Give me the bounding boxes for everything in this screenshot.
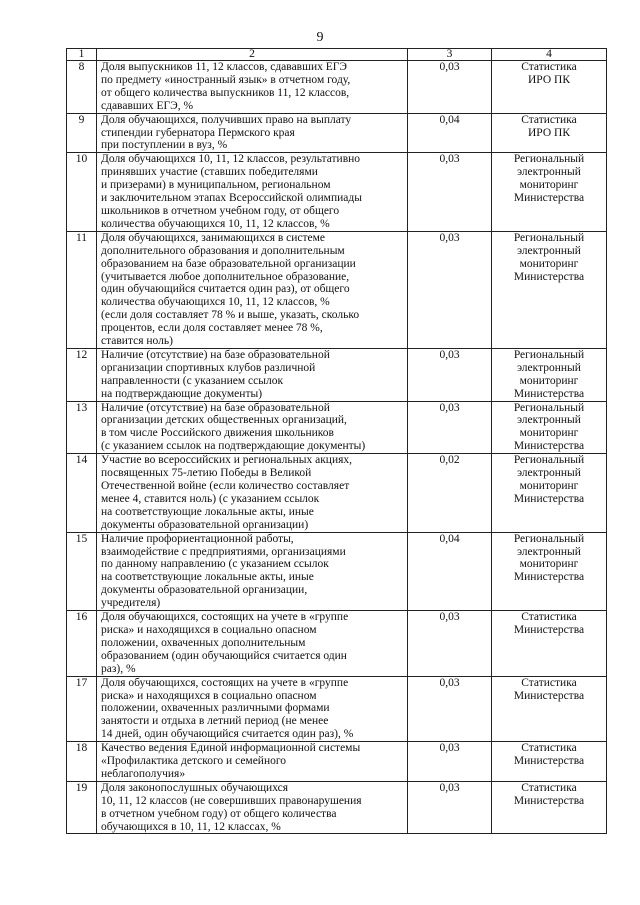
source-text-line: мониторинг bbox=[519, 257, 579, 270]
header-cell-number: 1 bbox=[67, 49, 97, 61]
source-text-line: Министерства bbox=[513, 440, 585, 453]
weight-cell: 0,03 bbox=[408, 348, 492, 401]
source-cell bbox=[492, 113, 607, 153]
indicator-text-line: по предмету «иностранный язык» в отчетном году, bbox=[101, 73, 351, 86]
source-cell bbox=[492, 532, 607, 610]
indicator-text-line: организации детских общественных организаций, bbox=[101, 414, 347, 427]
indicator-text-line: количества обучающихся 10, 11, 12 классов, % bbox=[101, 296, 330, 309]
indicator-text-line: в том числе Российского движения школьников bbox=[101, 427, 334, 440]
indicator-text-line: обучающихся в 10, 11, 12 классах, % bbox=[101, 820, 281, 833]
indicator-text-line: Наличие профориентационной работы, bbox=[101, 532, 294, 545]
source-text-line: Министерства bbox=[513, 387, 585, 400]
source-cell bbox=[492, 742, 607, 782]
table-row bbox=[67, 532, 607, 610]
indicator-text-line: при поступлении в вуз, % bbox=[101, 139, 228, 152]
indicator-cell bbox=[97, 348, 408, 401]
source-text-line: Региональный bbox=[513, 231, 585, 244]
weight-cell: 0,03 bbox=[408, 401, 492, 454]
indicator-text-line: сдававших ЕГЭ, % bbox=[101, 99, 194, 112]
indicator-text-line: образованием (один обучающийся считается один bbox=[101, 649, 347, 662]
source-text-line: электронный bbox=[517, 166, 581, 179]
source-text-line: Статистика bbox=[521, 113, 577, 126]
source-text-line: электронный bbox=[517, 545, 581, 558]
source-cell bbox=[492, 611, 607, 677]
source-cell bbox=[492, 231, 607, 348]
row-number-cell: 19 bbox=[67, 781, 97, 834]
source-text-line: Статистика bbox=[521, 611, 577, 624]
indicator-text-line: положении, охваченных различными формами bbox=[101, 702, 330, 715]
indicator-text-line: и заключительном этапах Всероссийской олимпиады bbox=[101, 192, 362, 205]
indicator-text-line: документы образовательной организации, bbox=[101, 584, 308, 597]
source-text-line: Министерства bbox=[513, 492, 585, 505]
indicator-text-line: Отечественной войне (если количество составляет bbox=[101, 480, 350, 492]
indicator-text-line: «Профилактика детского и семейного bbox=[101, 755, 287, 768]
indicator-text-line: по данному направлению (с указанием ссылок bbox=[101, 558, 329, 571]
indicator-cell bbox=[97, 676, 408, 742]
indicator-text-line: принявших участие (ставших победителями bbox=[101, 166, 318, 179]
table-row bbox=[67, 676, 607, 742]
indicator-text-line: риска» и находящихся в социально опасном bbox=[101, 623, 317, 636]
indicator-text-line: Наличие (отсутствие) на базе образовательной bbox=[101, 401, 330, 414]
source-text-line: мониторинг bbox=[519, 374, 579, 387]
indicator-text-line: Доля обучающихся 10, 11, 12 классов, результативно bbox=[101, 153, 361, 166]
indicator-cell bbox=[97, 611, 408, 677]
indicator-text-line: школьников в отчетном учебном году, от общего bbox=[101, 204, 340, 217]
table-row bbox=[67, 231, 607, 348]
indicator-text-line: Доля выпускников 11, 12 классов, сдававших ЕГЭ bbox=[101, 61, 348, 73]
source-text-line: Министерства bbox=[513, 192, 585, 205]
source-cell bbox=[492, 781, 607, 834]
table-row bbox=[67, 153, 607, 231]
indicator-text-line: в отчетном учебном году) от общего количества bbox=[101, 807, 337, 820]
source-text-line: Статистика bbox=[521, 676, 577, 689]
indicator-cell bbox=[97, 231, 408, 348]
weight-cell: 0,04 bbox=[408, 113, 492, 153]
indicator-text-line: менее 4, ставится ноль) (с указанием ссылок bbox=[101, 492, 320, 505]
indicator-text-line: неблагополучия» bbox=[101, 767, 186, 780]
indicator-text-line: (учитывается любое дополнительное образование, bbox=[101, 270, 350, 283]
source-text-line: Региональный bbox=[513, 454, 585, 467]
source-text-line: Региональный bbox=[513, 153, 585, 166]
indicator-text-line: Доля обучающихся, состоящих на учете в «группе bbox=[101, 611, 349, 624]
indicator-text-line: учредителя) bbox=[101, 597, 161, 610]
indicator-text-line: один обучающийся считается один раз), от общего bbox=[101, 283, 350, 296]
table-row bbox=[67, 401, 607, 454]
weight-cell: 0,03 bbox=[408, 781, 492, 834]
indicator-text-line: на подтверждающие документы) bbox=[101, 387, 263, 400]
indicator-text-line: Доля законопослушных обучающихся bbox=[101, 781, 289, 794]
indicator-cell bbox=[97, 61, 408, 114]
source-text-line: мониторинг bbox=[519, 480, 579, 492]
indicator-text-line: взаимодействие с предприятиями, организациями bbox=[101, 545, 346, 558]
weight-cell: 0,03 bbox=[408, 61, 492, 114]
source-cell bbox=[492, 454, 607, 532]
indicator-text-line: 14 дней, один обучающийся считается один раз), % bbox=[101, 728, 354, 741]
header-cell-indicator: 2 bbox=[97, 49, 408, 61]
row-number-cell: 10 bbox=[67, 153, 97, 231]
indicator-text-line: и призерами) в муниципальном, региональном bbox=[101, 179, 331, 192]
row-number-cell: 17 bbox=[67, 676, 97, 742]
source-text-line: Министерства bbox=[513, 794, 585, 807]
source-text-line: Статистика bbox=[521, 742, 577, 755]
weight-cell: 0,03 bbox=[408, 742, 492, 782]
indicator-text-line: Наличие (отсутствие) на базе образовательной bbox=[101, 348, 330, 361]
indicator-cell bbox=[97, 454, 408, 532]
indicator-cell bbox=[97, 401, 408, 454]
header-cell-source: 4 bbox=[492, 49, 607, 61]
indicator-text-line: (с указанием ссылок на подтверждающие документы) bbox=[101, 440, 366, 453]
indicator-text-line: направленности (с указанием ссылок bbox=[101, 374, 284, 387]
indicator-text-line: дополнительного образования и дополнительным bbox=[101, 244, 345, 257]
source-text-line: мониторинг bbox=[519, 427, 579, 440]
table-row bbox=[67, 781, 607, 834]
table-row bbox=[67, 742, 607, 782]
source-text-line: Министерства bbox=[513, 689, 585, 702]
source-text-line: мониторинг bbox=[519, 179, 579, 192]
source-cell bbox=[492, 348, 607, 401]
source-cell bbox=[492, 61, 607, 114]
indicator-text-line: раз), % bbox=[101, 662, 136, 675]
source-text-line: ИРО ПК bbox=[528, 126, 570, 139]
row-number-cell: 15 bbox=[67, 532, 97, 610]
indicator-text-line: положении, охваченных дополнительным bbox=[101, 636, 306, 649]
source-text-line: Статистика bbox=[521, 781, 577, 794]
source-text-line: Региональный bbox=[513, 348, 585, 361]
source-text-line: Региональный bbox=[513, 401, 585, 414]
source-text-line: электронный bbox=[517, 361, 581, 374]
indicator-text-line: Качество ведения Единой информационной системы bbox=[101, 742, 361, 755]
criteria-table bbox=[66, 48, 607, 834]
indicator-text-line: Участие во всероссийских и региональных акциях, bbox=[101, 454, 353, 467]
page-number: 9 bbox=[316, 30, 324, 45]
source-text-line: Министерства bbox=[513, 571, 585, 584]
indicator-text-line: образованием на базе образовательной организации bbox=[101, 257, 356, 270]
indicator-text-line: посвященных 75-летию Победы в Великой bbox=[101, 467, 312, 480]
indicator-cell bbox=[97, 113, 408, 153]
weight-cell: 0,03 bbox=[408, 153, 492, 231]
indicator-text-line: риска» и находящихся в социально опасном bbox=[101, 689, 317, 702]
source-text-line: Министерства bbox=[513, 623, 585, 636]
row-number-cell: 14 bbox=[67, 454, 97, 532]
indicator-text-line: документы образовательной организации) bbox=[101, 518, 309, 531]
source-text-line: Региональный bbox=[513, 532, 585, 545]
indicator-text-line: количества обучающихся 10, 11, 12 классов, % bbox=[101, 217, 330, 230]
table-row bbox=[67, 61, 607, 114]
indicator-text-line: ставится ноль) bbox=[101, 335, 173, 348]
table-row bbox=[67, 611, 607, 677]
source-text-line: электронный bbox=[517, 244, 581, 257]
source-cell bbox=[492, 153, 607, 231]
source-text-line: электронный bbox=[517, 467, 581, 480]
indicator-text-line: организации спортивных клубов различной bbox=[101, 361, 316, 374]
table-row bbox=[67, 454, 607, 532]
indicator-text-line: от общего количества выпускников 11, 12 классов, bbox=[101, 86, 350, 99]
source-cell bbox=[492, 401, 607, 454]
row-number-cell: 13 bbox=[67, 401, 97, 454]
weight-cell: 0,04 bbox=[408, 532, 492, 610]
table-row bbox=[67, 348, 607, 401]
weight-cell: 0,03 bbox=[408, 676, 492, 742]
weight-cell: 0,03 bbox=[408, 611, 492, 677]
indicator-text-line: Доля обучающихся, занимающихся в системе bbox=[101, 231, 326, 244]
source-text-line: электронный bbox=[517, 414, 581, 427]
indicator-text-line: (если доля составляет 78 % и выше, указать, сколько bbox=[101, 309, 360, 322]
row-number-cell: 16 bbox=[67, 611, 97, 677]
indicator-text-line: на соответствующие локальные акты, иные bbox=[101, 505, 314, 518]
table-row bbox=[67, 113, 607, 153]
row-number-cell: 11 bbox=[67, 231, 97, 348]
indicator-text-line: занятости и отдыха в летний период (не менее bbox=[101, 715, 329, 728]
header-cell-weight: 3 bbox=[408, 49, 492, 61]
source-cell bbox=[492, 676, 607, 742]
indicator-cell bbox=[97, 742, 408, 782]
row-number-cell: 18 bbox=[67, 742, 97, 782]
indicator-text-line: стипендии губернатора Пермского края bbox=[101, 126, 295, 139]
source-text-line: Министерства bbox=[513, 270, 585, 283]
indicator-text-line: 10, 11, 12 классов (не совершивших правонарушения bbox=[101, 794, 362, 807]
source-text-line: ИРО ПК bbox=[528, 73, 570, 86]
row-number-cell: 12 bbox=[67, 348, 97, 401]
indicator-cell bbox=[97, 532, 408, 610]
row-number-cell: 8 bbox=[67, 61, 97, 114]
indicator-cell bbox=[97, 781, 408, 834]
weight-cell: 0,02 bbox=[408, 454, 492, 532]
source-text-line: Министерства bbox=[513, 755, 585, 768]
indicator-text-line: Доля обучающихся, получивших право на выплату bbox=[101, 113, 352, 126]
weight-cell: 0,03 bbox=[408, 231, 492, 348]
indicator-cell bbox=[97, 153, 408, 231]
row-number-cell: 9 bbox=[67, 113, 97, 153]
indicator-text-line: Доля обучающихся, состоящих на учете в «группе bbox=[101, 676, 349, 689]
source-text-line: Статистика bbox=[521, 61, 577, 73]
indicator-text-line: процентов, если доля составляет менее 78 %, bbox=[101, 322, 323, 335]
indicator-text-line: на соответствующие локальные акты, иные bbox=[101, 571, 314, 584]
source-text-line: мониторинг bbox=[519, 558, 579, 571]
table-header-row bbox=[67, 49, 607, 61]
